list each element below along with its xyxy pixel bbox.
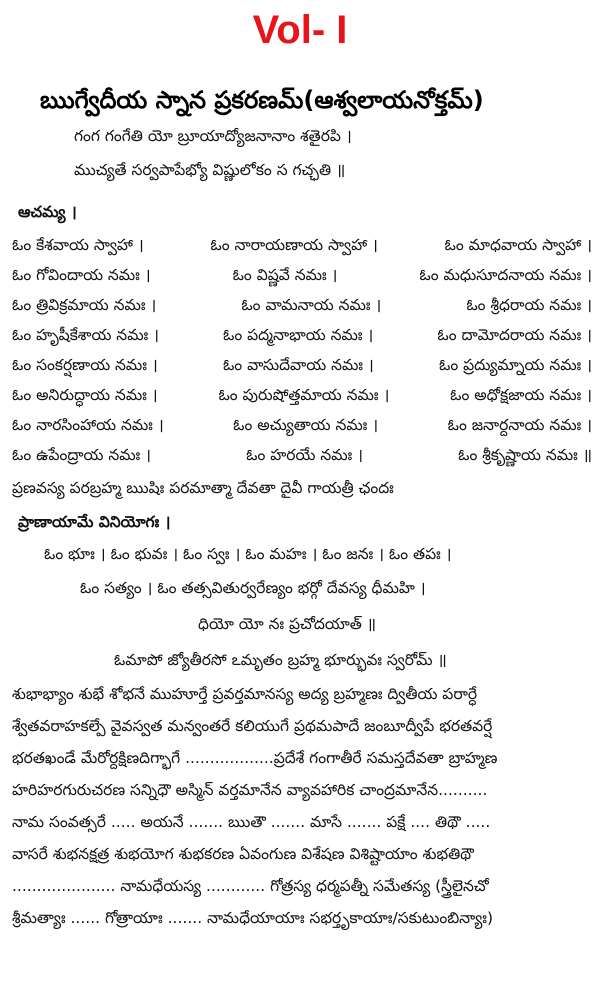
satyam-line: ఓం సత్యం । ఓం తత్సవితుర్వరేణ్యం భర్గో దేవస్య ధీమహి ।: [80, 579, 426, 597]
namavali-item: ఓం అనిరుద్ధాయ నమః ।: [12, 386, 158, 404]
namavali-item: ఓం సంకర్షణాయ నమః ।: [12, 356, 158, 374]
namavali-item: ఓం అధోక్షజాయ నమః ।: [450, 386, 592, 404]
namavali-item: ఓం వాసుదేవాయ నమః ।: [222, 356, 374, 374]
namavali-item: ఓం ప్రద్యుమ్నాయ నమః ।: [439, 356, 592, 374]
namavali-item: ఓం హృషీకేశాయ నమః ।: [12, 326, 159, 344]
namavali-row: [12, 235, 592, 255]
namavali-item: ఓం కేశవాయ స్వాహా ।: [12, 236, 144, 254]
namavali-row: [12, 445, 592, 465]
namavali-row: [12, 385, 592, 405]
namavali-item: ఓం వామనాయ నమః ।: [241, 296, 382, 314]
namavali-item: ఓం మాధవాయ స్వాహా ।: [444, 236, 592, 254]
namavali-row: [12, 265, 592, 285]
namavali-item: ఓం త్రివిక్రమాయ నమః ।: [12, 296, 157, 314]
section-heading: ఋగ్వేదీయ స్నాన ప్రకరణమ్(ఆశ్వలాయనోక్తమ్): [40, 86, 484, 114]
pranayama-title: ప్రాణాయామే వినియోగః ।: [18, 513, 171, 531]
sankalpa-line: ..................... నామధేయస్య ............ గోత్రస్య ధర్మపత్నీ సమేతస్య (స్త్రీలైనచో: [12, 877, 489, 895]
namavali-item: ఓం పద్మనాభాయ నమః ।: [223, 326, 374, 344]
namavali-row: [12, 355, 592, 375]
namavali-item: ఓం పురుషోత్తమాయ నమః ।: [218, 386, 390, 404]
namavali-item: ఓం శ్రీధరాయ నమః ।: [466, 296, 592, 314]
namavali-row: [12, 295, 592, 315]
namavali-row: [12, 325, 592, 345]
namavali-row: [12, 415, 592, 435]
namavali-item: ఓం హరయే నమః ।: [246, 446, 363, 464]
sankalpa-line: శ్వేతవరాహకల్పే వైవస్వత మన్వంతరే కలియుగే ప్రథమపాదే జంబూద్వీపే భరతవర్షే: [12, 717, 493, 735]
sankalpa-line: భరతఖండే మేరోర్దక్షిణదిగ్భాగే ..................ప్రదేశే గంగాతీరే సమస్తదేవతా బ్రాహ్మణ: [12, 749, 498, 767]
apo-line: ఓమాపో జ్యోతీరసో ఽమృతం బ్రహ్మ భూర్భువః స్వరోమ్ ॥: [114, 651, 447, 669]
intro-verse-line-1: గంగ గంగేతి యో బ్రూయాద్యోజనానాం శతైరపి ।: [74, 127, 352, 145]
sankalpa-line: శుభాభ్యాం శుభే శోభనే ముహూర్తే ప్రవర్తమానస్య అద్య బ్రహ్మణః ద్వితీయ పరార్ధే: [12, 685, 478, 703]
namavali-item: ఓం మధుసూదనాయ నమః ।: [419, 266, 592, 284]
namavali-item: ఓం దామోదరాయ నమః ।: [437, 326, 592, 344]
namavali-item: ఓం నారాయణాయ స్వాహా ।: [210, 236, 378, 254]
pranavasya-line: ప్రణవస్య పరబ్రహ్మ ఋషిః పరమాత్మా దేవతా దైవీ గాయత్రీ ఛందః: [12, 479, 394, 497]
namavali-item: ఓం గోవిందాయ నమః ।: [12, 266, 151, 284]
namavali-item: ఓం ఉపేంద్రాయ నమః ।: [12, 446, 152, 464]
vyahriti-line: ఓం భూః । ఓం భువః । ఓం స్వః । ఓం మహః । ఓం జనః । ఓం తపః ।: [44, 545, 452, 563]
sankalpa-line: శ్రీమత్యాః ...... గోత్రాయాః ....... నామధేయాయాః సభర్తృకాయాః/సకుటుంబిన్యాః): [12, 909, 494, 927]
volume-label: Vol- I: [252, 8, 348, 52]
sankalpa-line: నామ సంవత్సరే ..... అయనే ....... ఋతౌ ....... మాసే ....... పక్షే .... తిథౌ .....: [12, 813, 491, 831]
achamya-title: ఆచమ్య ।: [18, 203, 77, 221]
namavali-item: ఓం విష్ణవే నమః ।: [232, 266, 338, 284]
namavali-item: ఓం జనార్దనాయ నమః ।: [447, 416, 592, 434]
intro-verse-line-2: ముచ్యతే సర్వపాపేభ్యో విష్ణులోకం స గచ్ఛతి ॥: [74, 161, 346, 179]
namavali-item: ఓం అచ్యుతాయ నమః ।: [233, 416, 379, 434]
sankalpa-line: వాసరే శుభనక్షత్ర శుభయోగ శుభకరణ ఏవంగుణ విశేషణ విశిష్టాయాం శుభతిథౌ: [12, 845, 474, 863]
namavali-item: ఓం నారసింహాయ నమః ।: [12, 416, 164, 434]
sankalpa-line: హరిహరగురుచరణ సన్నిధౌ అస్మిన్ వర్తమానేన వ్యావహారిక చాంద్రమానేన..........: [12, 781, 488, 799]
dhiyo-line: ధియో యో నః ప్రచోదయాత్ ॥: [198, 615, 377, 633]
namavali-item: ఓం శ్రీకృష్ణాయ నమః ॥: [458, 446, 592, 464]
